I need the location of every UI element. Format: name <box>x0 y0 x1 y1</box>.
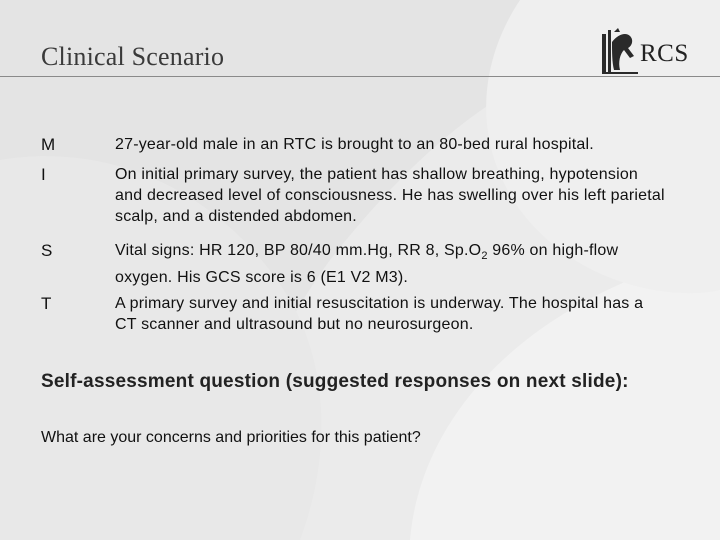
mist-letter: M <box>41 135 56 154</box>
mist-text: 27-year-old male in an RTC is brought to an 80-bed rural hospital. <box>115 136 594 153</box>
mist-letter: I <box>41 165 46 184</box>
title-divider <box>0 76 720 77</box>
self-assessment-heading: Self-assessment question (suggested responses on next slide): <box>41 371 629 392</box>
vital-signs-text: Vital signs: HR 120, BP 80/40 mm.Hg, RR 8, Sp.O <box>115 242 482 259</box>
mist-letter: S <box>41 241 53 260</box>
mist-letter: T <box>41 294 52 313</box>
mist-text: On initial primary survey, the patient has shallow breathing, hypotension and decreased level of consciousness. He has swelling over his left parietal scalp, and a distended abdomen. <box>115 166 665 225</box>
self-assessment-question: What are your concerns and priorities for this patient? <box>41 429 421 446</box>
mist-text <box>115 240 665 288</box>
spo2-subscript: 2 <box>481 250 488 263</box>
mist-text: A primary survey and initial resuscitation is underway. The hospital has a CT scanner and ultrasound but no neurosurgeon. <box>115 295 644 333</box>
slide-title: Clinical Scenario <box>41 42 225 71</box>
vital-signs-text-cont: 96% on high-flow oxygen. His GCS score is 6 (E1 V2 M3). <box>115 242 619 287</box>
rcs-logo-text: RCS <box>640 40 689 67</box>
